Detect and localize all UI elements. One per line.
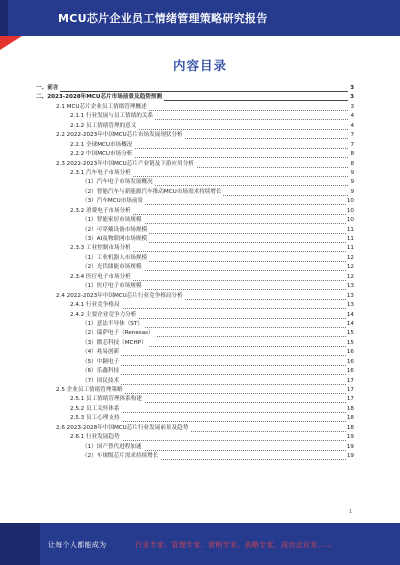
toc-entry-page: 16 — [346, 358, 354, 367]
toc-entry-title: （3）微芯科技（MCHP） — [82, 339, 149, 348]
toc-entry-page: 17 — [346, 395, 354, 404]
toc-entry[interactable] — [36, 216, 354, 225]
header-bar — [0, 0, 400, 36]
toc-entry-title: （6）乐鑫科技 — [82, 367, 121, 376]
toc-entry[interactable] — [36, 358, 354, 367]
toc-entry-title: （2）可穿戴设备市场规模 — [82, 226, 149, 235]
toc-entry-title: （2）瑞萨电子（Renesas） — [82, 329, 156, 338]
toc-entry[interactable] — [36, 112, 354, 121]
header-red-corner — [0, 36, 22, 50]
toc-entry-page: 17 — [346, 386, 354, 395]
report-title: MCU芯片企业员工情绪管理策略研究报告 — [58, 12, 268, 25]
toc-entry[interactable] — [36, 443, 354, 452]
toc-entry-page: 18 — [346, 424, 354, 433]
toc-entry-page: 3 — [349, 84, 354, 93]
toc-entry-title: 一、前言 — [36, 84, 60, 93]
toc-entry-title: 2.3.1 汽车电子市场分析 — [70, 169, 133, 178]
toc-entry-title: （5）中颖电子 — [82, 358, 121, 367]
toc-entry-page: 9 — [349, 188, 354, 197]
toc-entry-title: 2.5.1 员工情绪管理体系构建 — [70, 395, 144, 404]
toc-entry-page: 9 — [349, 169, 354, 178]
toc-leader-dots — [36, 91, 348, 92]
toc-entry-page: 14 — [346, 320, 354, 329]
toc-entry-page: 13 — [346, 292, 354, 301]
toc-entry-title: （1）汽车电子市场发展概况 — [82, 178, 155, 187]
toc-entry-page: 11 — [346, 235, 354, 244]
toc-entry[interactable] — [36, 150, 354, 159]
toc-entry-title: 2.2.2 中国MCU市场分析 — [70, 150, 134, 159]
toc-entry-title: 2.3.3 工业控制市场分析 — [70, 244, 133, 253]
toc-entry[interactable] — [36, 348, 354, 357]
toc-entry-page: 13 — [346, 282, 354, 291]
footer-accent-block — [0, 523, 40, 565]
toc-entry[interactable] — [36, 263, 354, 272]
toc-entry-title: （1）国产替代进程加速 — [82, 443, 144, 452]
toc-entry-page: 18 — [346, 414, 354, 423]
page-number: 1 — [348, 509, 352, 515]
toc-entry-page: 9 — [349, 178, 354, 187]
toc-entry-title: （3）AI及物联网市场规模 — [82, 235, 149, 244]
toc-entry-title: 2.5 企业员工情绪管理策略 — [56, 386, 125, 395]
toc-entry-page: 18 — [346, 405, 354, 414]
toc-entry[interactable] — [36, 424, 354, 433]
toc-entry-page: 19 — [346, 452, 354, 461]
toc-entry-title: 2.1.2 员工情绪管理的意义 — [70, 122, 138, 131]
toc-entry[interactable] — [36, 188, 354, 197]
toc-entry-title: 2.4 2022-2023年中国MCU芯片行业竞争格局分析 — [56, 292, 185, 301]
toc-entry[interactable] — [36, 414, 354, 423]
toc-entry[interactable] — [36, 329, 354, 338]
toc-entry-title: （1）意法半导体（ST） — [82, 320, 145, 329]
toc-entry-page: 16 — [346, 367, 354, 376]
toc-entry[interactable] — [36, 131, 354, 140]
toc-entry-title: 2.4.1 行业竞争格局 — [70, 301, 122, 310]
toc-entry-page: 15 — [346, 339, 354, 348]
toc-entry-title: 2.1.1 行业发展与员工情绪的关系 — [70, 112, 155, 121]
toc-entry-page: 8 — [349, 150, 354, 159]
toc-entry-title: 2.4.2 主要企业竞争力分析 — [70, 311, 138, 320]
toc-entry[interactable] — [36, 452, 354, 461]
toc-entry-title: （2）智能汽车与新能源汽车推动MCU市场需求持续增长 — [82, 188, 223, 197]
toc-entry-title: 2.2.1 全球MCU市场概况 — [70, 141, 134, 150]
toc-entry[interactable] — [36, 141, 354, 150]
footer-bar — [0, 523, 400, 565]
toc-leader-dots — [82, 374, 348, 375]
toc-entry[interactable] — [36, 103, 354, 112]
toc-entry[interactable] — [36, 395, 354, 404]
toc-entry-title: 2.3.4 医疗电子市场分析 — [70, 273, 133, 282]
toc-entry-page: 4 — [349, 122, 354, 131]
toc-entry-page: 17 — [346, 377, 354, 386]
toc-entry[interactable] — [36, 292, 354, 301]
toc-entry-title: 2.2 2022-2023年中国MCU芯片市场发展现状分析 — [56, 131, 185, 140]
toc-entry[interactable] — [36, 178, 354, 187]
toc-entry-title: （2）光伏储能市场规模 — [82, 263, 144, 272]
toc-entry[interactable] — [36, 169, 354, 178]
toc-leader-dots — [82, 365, 348, 366]
toc-entry[interactable] — [36, 226, 354, 235]
toc-entry-page: 4 — [349, 112, 354, 121]
toc-entry-page: 15 — [346, 329, 354, 338]
toc-leader-dots — [82, 384, 348, 385]
toc-entry[interactable] — [36, 301, 354, 310]
toc-entry-page: 19 — [346, 433, 354, 442]
toc-entry[interactable] — [36, 122, 354, 131]
toc-entry-title: 2.6 2023-2028年中国MCU芯片行业发展前景及趋势 — [56, 424, 190, 433]
toc-entry-title: （2）车规级芯片需求持续增长 — [82, 452, 160, 461]
toc-entry-page: 11 — [346, 244, 354, 253]
toc-leader-dots — [82, 355, 348, 356]
toc-entry-page: 12 — [346, 254, 354, 263]
toc-entry-title: （3）汽车MCU市场前景 — [82, 197, 145, 206]
toc-entry[interactable] — [36, 160, 354, 169]
toc-entry-title: （4）兆易创新 — [82, 348, 121, 357]
toc-entry[interactable] — [36, 311, 354, 320]
toc-entry[interactable] — [36, 235, 354, 244]
toc-entry[interactable] — [36, 377, 354, 386]
toc-entry[interactable] — [36, 282, 354, 291]
toc-entry-title: 2.5.2 员工关怀体系 — [70, 405, 122, 414]
header-accent-strip — [0, 0, 8, 36]
toc-entry-title: 2.5.3 员工心理支持 — [70, 414, 122, 423]
footer-slogan-left: 让每个人都能成为 — [48, 541, 107, 549]
toc-entry-page: 12 — [346, 273, 354, 282]
toc-entry-title: （1）智能家居市场规模 — [82, 216, 144, 225]
toc-entry[interactable] — [36, 405, 354, 414]
toc-entry-title: 2.3.2 消费电子市场分析 — [70, 207, 133, 216]
toc-entry[interactable] — [36, 244, 354, 253]
toc-entry-page: 10 — [346, 216, 354, 225]
toc-entry[interactable] — [36, 433, 354, 442]
table-of-contents — [36, 84, 354, 462]
toc-entry-title: 2.1 MCU芯片企业员工情绪管理概述 — [56, 103, 149, 112]
toc-entry[interactable] — [36, 339, 354, 348]
toc-entry-page: 3 — [349, 93, 354, 102]
toc-entry-title: 二、2023-2028年MCU芯片市场前景及趋势预测 — [36, 93, 164, 102]
toc-entry[interactable] — [36, 367, 354, 376]
toc-title: 内容目录 — [172, 58, 227, 73]
toc-entry-page: 13 — [346, 301, 354, 310]
toc-entry[interactable] — [36, 254, 354, 263]
footer-slogan-right: 行业专家、管理专家、营销专家、战略专家、成功企业家…… — [135, 541, 333, 549]
toc-entry[interactable] — [36, 207, 354, 216]
toc-entry-title: （1）医疗电子市场规模 — [82, 282, 144, 291]
toc-entry-page: 7 — [349, 131, 354, 140]
toc-entry-page: 3 — [349, 103, 354, 112]
toc-entry[interactable] — [36, 386, 354, 395]
toc-entry-page: 7 — [349, 141, 354, 150]
toc-entry-page: 12 — [346, 263, 354, 272]
toc-entry-page: 14 — [346, 311, 354, 320]
toc-entry[interactable] — [36, 197, 354, 206]
toc-entry-page: 10 — [346, 197, 354, 206]
toc-entry-title: （7）国民技术 — [82, 377, 121, 386]
toc-entry[interactable] — [36, 273, 354, 282]
toc-entry-page: 8 — [349, 160, 354, 169]
toc-entry-page: 19 — [346, 443, 354, 452]
toc-entry-page: 10 — [346, 207, 354, 216]
toc-entry-title: 2.3 2022-2023年中国MCU芯片产业链及下游应用分析 — [56, 160, 196, 169]
toc-entry[interactable] — [36, 93, 354, 102]
toc-entry[interactable] — [36, 84, 354, 93]
toc-entry-title: 2.6.1 行业发展趋势 — [70, 433, 122, 442]
toc-entry-title: （1）工业机器人市场规模 — [82, 254, 149, 263]
toc-entry-page: 11 — [346, 226, 354, 235]
toc-entry[interactable] — [36, 320, 354, 329]
toc-entry-page: 16 — [346, 348, 354, 357]
